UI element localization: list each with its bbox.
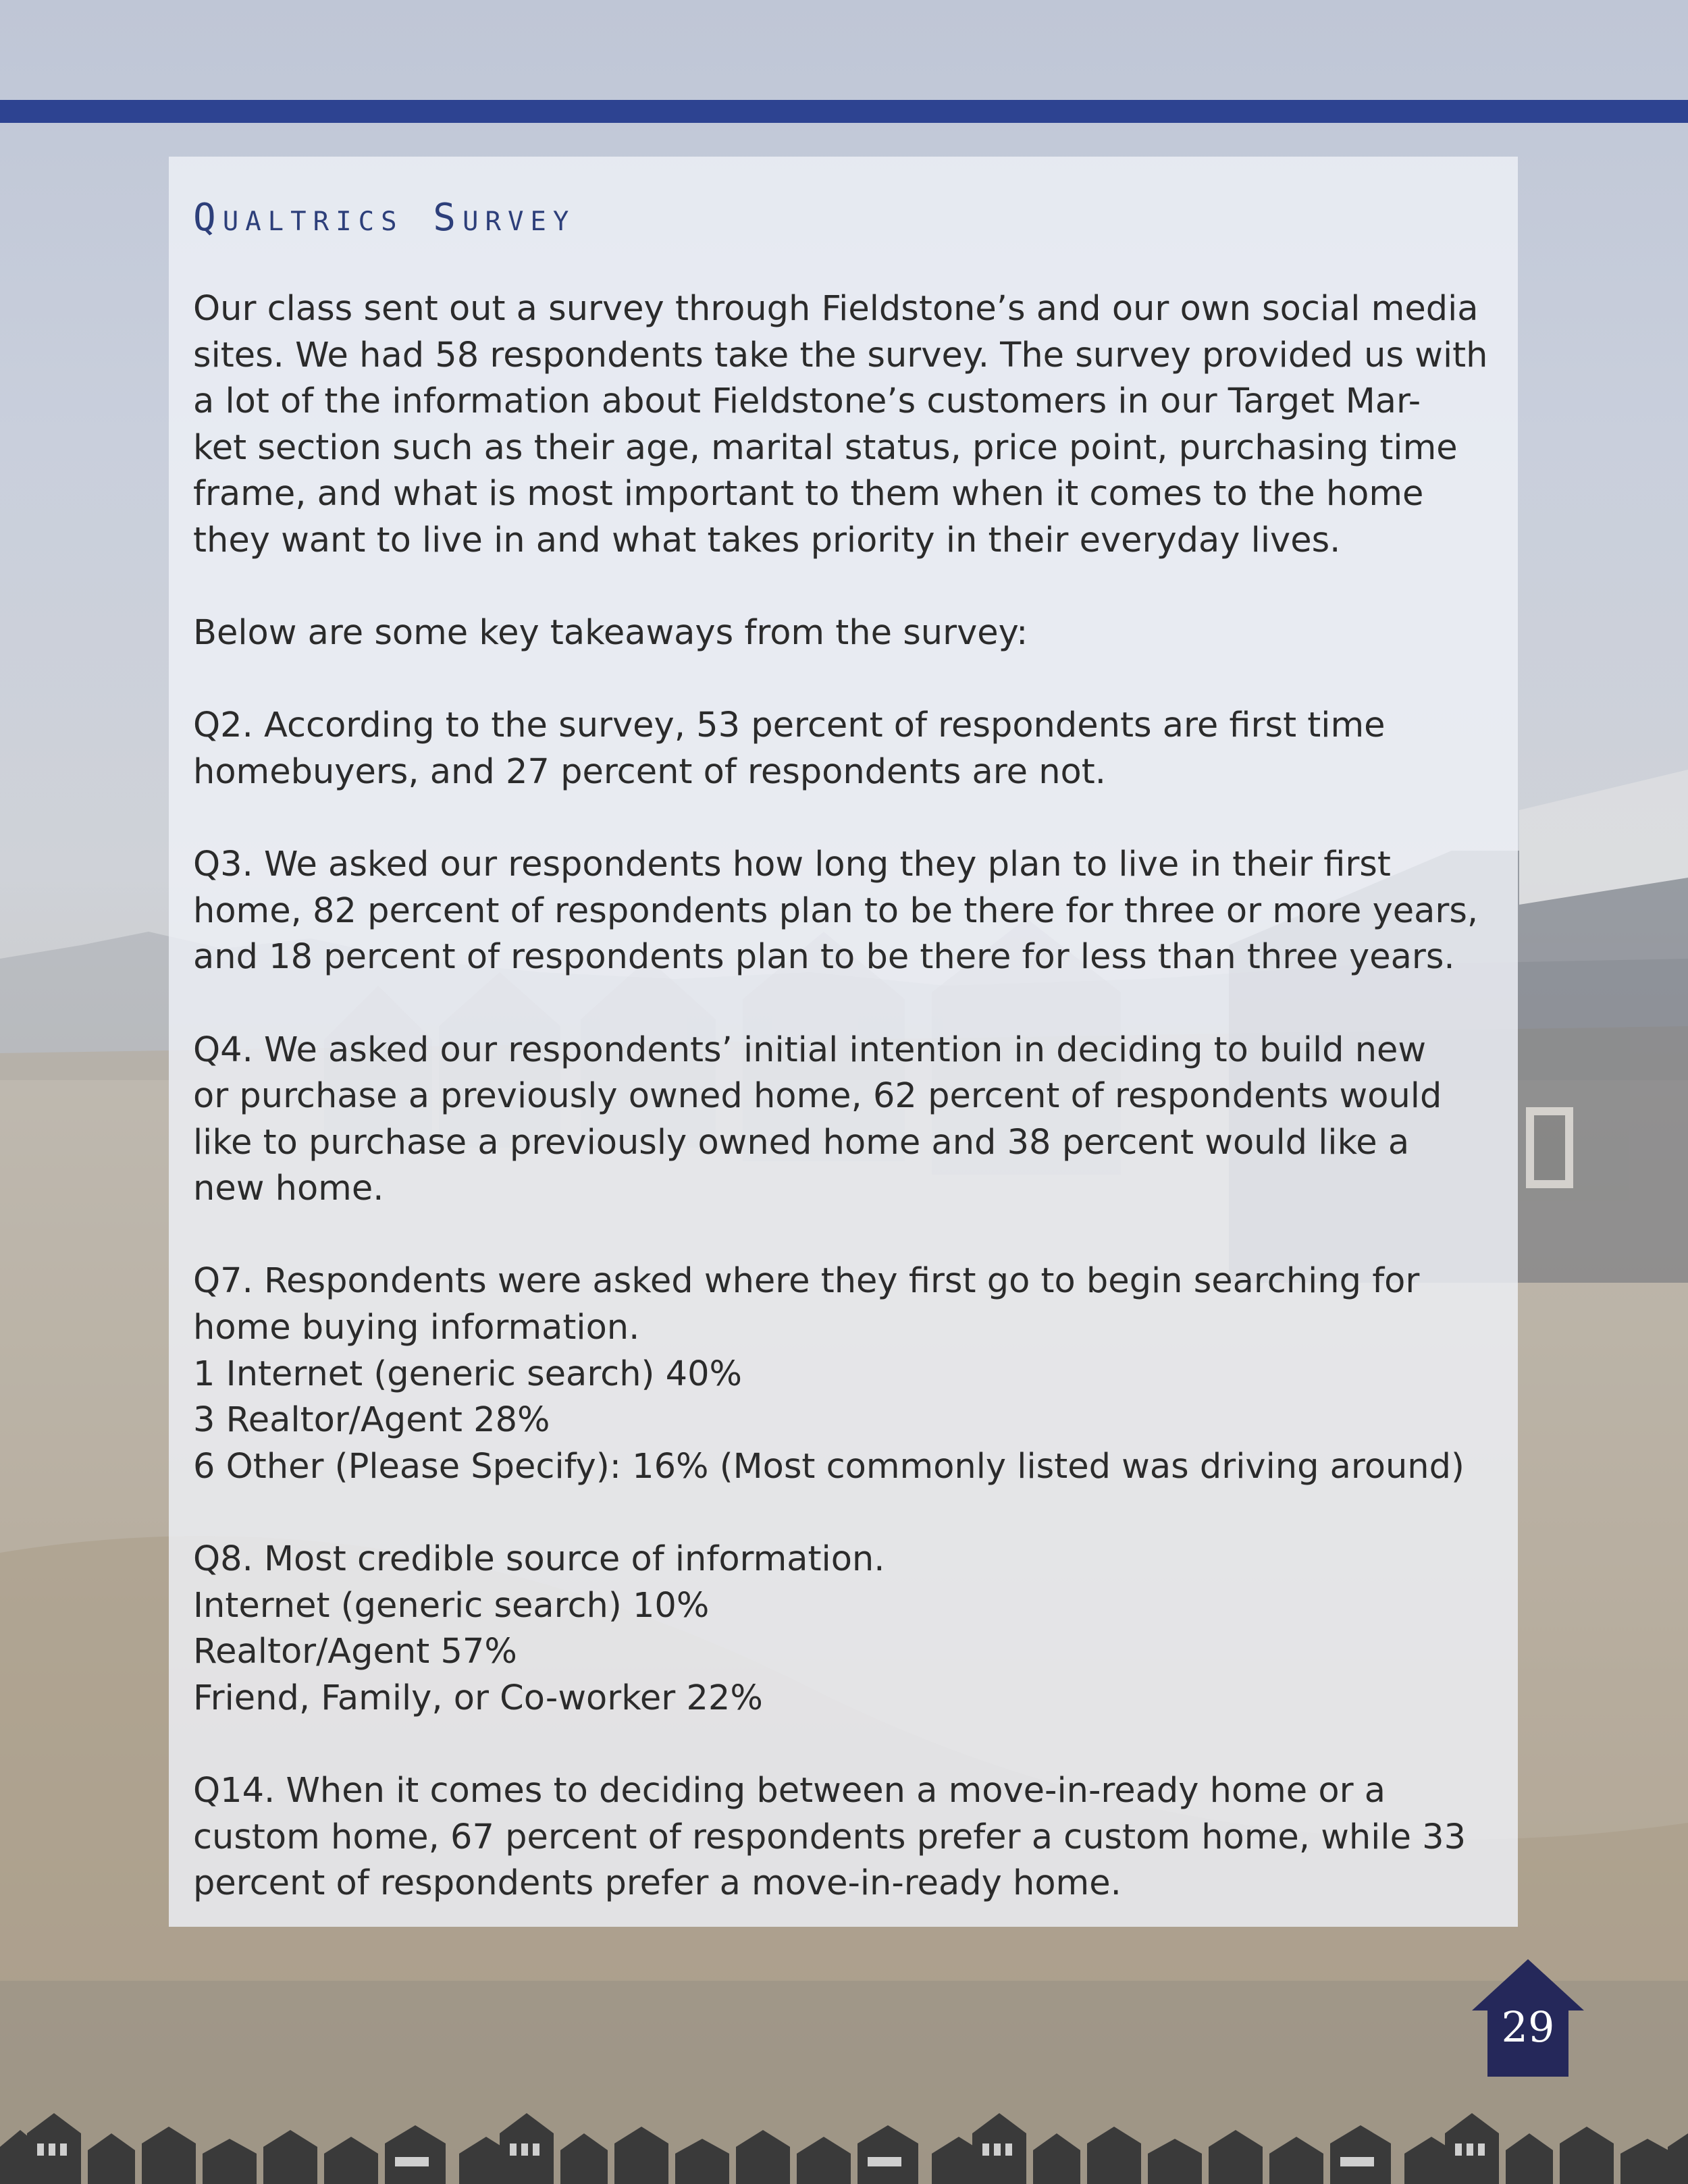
text-line: frame, and what is most important to them when it comes to the home (193, 474, 1424, 514)
text-line: or purchase a previously owned home, 62 percent of respondents would (193, 1076, 1442, 1117)
text-line: like to purchase a previously owned home and 38 percent would like a (193, 1122, 1410, 1163)
text-line: Q2. According to the survey, 53 percent of respondents are first time (193, 705, 1386, 746)
text-line: Q14. When it comes to deciding between a move-in-ready home or a (193, 1771, 1386, 1811)
header-accent-band (0, 100, 1688, 123)
q14-paragraph (193, 1768, 1516, 1907)
text-line: 3 Realtor/Agent 28% (193, 1400, 550, 1441)
q8-paragraph (193, 1537, 1516, 1722)
text-line: Friend, Family, or Co-worker 22% (193, 1678, 763, 1718)
text-line: Q4. We asked our respondents’ initial intention in deciding to build new (193, 1030, 1427, 1070)
text-line: Q8. Most credible source of information. (193, 1539, 885, 1580)
text-line: 1 Internet (generic search) 40% (193, 1354, 742, 1394)
q3-paragraph (193, 842, 1516, 981)
body-text (193, 286, 1516, 1953)
text-line: percent of respondents prefer a move-in-ready home. (193, 1863, 1122, 1904)
page-title: Qualtrics Survey (193, 196, 576, 240)
text-line: they want to live in and what takes priority in their everyday lives. (193, 520, 1341, 560)
text-line: Realtor/Agent 57% (193, 1632, 517, 1672)
q2-paragraph (193, 703, 1516, 795)
text-line: Below are some key takeaways from the survey: (193, 613, 1028, 654)
text-line: homebuyers, and 27 percent of respondents are not. (193, 751, 1106, 792)
text-line: custom home, 67 percent of respondents prefer a custom home, while 33 (193, 1817, 1467, 1857)
q4-paragraph (193, 1028, 1516, 1213)
text-line: 6 Other (Please Specify): 16% (Most commonly listed was driving around) (193, 1446, 1465, 1487)
text-line: and 18 percent of respondents plan to be there for less than three years. (193, 937, 1455, 978)
q7-paragraph (193, 1258, 1516, 1490)
text-line: home buying information. (193, 1308, 640, 1348)
text-line: ket section such as their age, marital status, price point, purchasing time (193, 427, 1458, 468)
page-number: 29 (1501, 2002, 1555, 2052)
text-line: a lot of the information about Fieldstone’s customers in our Target Mar- (193, 381, 1421, 422)
text-line: Q7. Respondents were asked where they first go to begin searching for (193, 1261, 1420, 1302)
text-line: sites. We had 58 respondents take the survey. The survey provided us with (193, 335, 1488, 375)
text-line: new home. (193, 1169, 384, 1209)
takeaways-intro (193, 610, 1516, 657)
text-line: home, 82 percent of respondents plan to be there for three or more years, (193, 890, 1479, 931)
text-line: Q3. We asked our respondents how long they plan to live in their first (193, 845, 1391, 885)
houses-border-decoration (0, 2093, 1688, 2184)
text-line: Internet (generic search) 10% (193, 1585, 710, 1626)
text-line: Our class sent out a survey through Fieldstone’s and our own social media (193, 289, 1479, 329)
intro-paragraph (193, 286, 1516, 564)
